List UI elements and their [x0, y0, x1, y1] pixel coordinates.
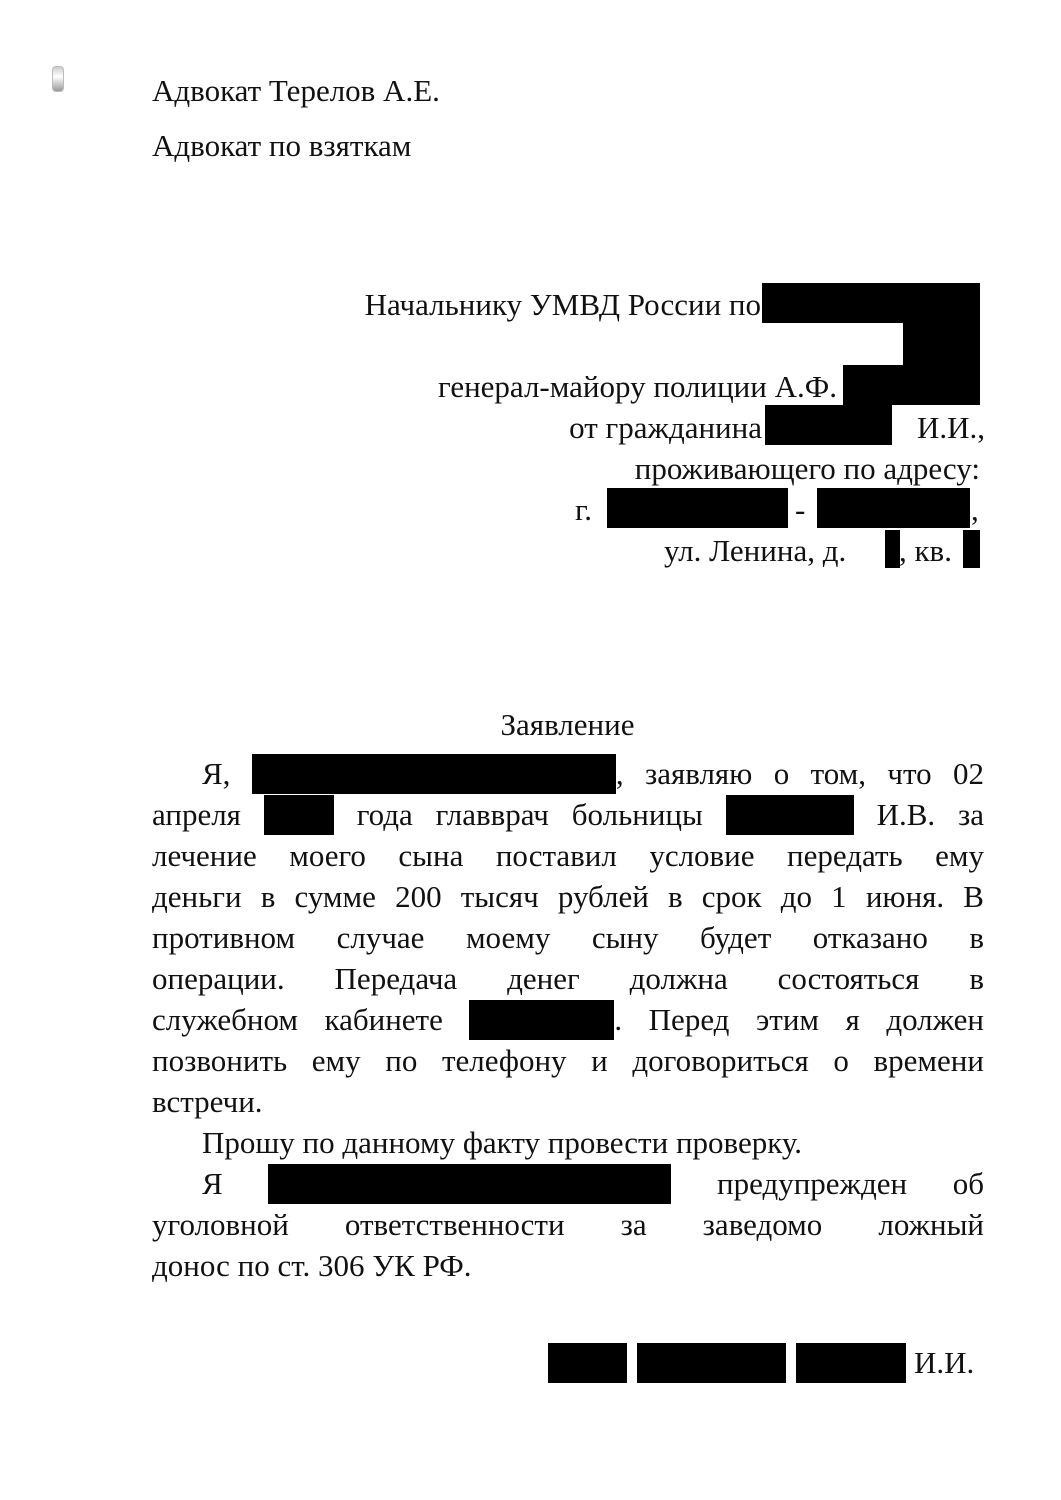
redaction: [548, 1343, 627, 1383]
redaction: [268, 1164, 671, 1204]
body-line: [152, 794, 984, 835]
body-line: уголовной ответственности за заведомо ложный: [152, 1207, 984, 1242]
body-line: донос по ст. 306 УК РФ.: [152, 1248, 472, 1283]
redaction: [963, 530, 980, 568]
body-line: противном случае моему сыну будет отказано в: [152, 920, 984, 955]
body-text: Я: [202, 1166, 223, 1201]
document-title: Заявление: [500, 707, 635, 742]
body-line: [202, 1163, 984, 1204]
addressee-to: Начальнику УМВД России по: [364, 287, 761, 322]
redaction: [885, 530, 900, 568]
redaction: [796, 1343, 906, 1383]
address-comma: ,: [971, 492, 979, 527]
body-line: лечение моего сына поставил условие передать ему: [152, 838, 984, 873]
redaction: [817, 488, 970, 528]
address-apt: , кв.: [899, 533, 952, 568]
addressee-rank: генерал-майору полиции А.Ф.: [438, 369, 837, 404]
body-line: встречи.: [152, 1084, 263, 1119]
redaction: [843, 365, 980, 405]
addressee-residing: проживающего по адресу:: [634, 451, 980, 486]
body-line: деньги в сумме 200 тысяч рублей в срок до 1 июня. В: [152, 879, 984, 914]
scan-mark-icon: [52, 66, 64, 92]
body-text: служебном кабинете: [152, 1002, 443, 1037]
header-lawyer-name: Адвокат Терелов А.Е.: [152, 73, 440, 108]
redaction: [607, 488, 788, 528]
address-street: ул. Ленина, д.: [664, 533, 847, 568]
body-line: [202, 753, 984, 794]
signature-initials: И.И.: [914, 1345, 975, 1380]
address-city-prefix: г.: [575, 492, 592, 527]
body-text: апреля: [152, 797, 241, 832]
body-text: Я,: [202, 756, 231, 791]
body-text: предупрежден об: [717, 1166, 985, 1201]
redaction: [762, 283, 980, 323]
body-text: года главврач больницы: [356, 797, 703, 832]
header-lawyer-specialty: Адвокат по взяткам: [152, 128, 412, 163]
redaction: [469, 1000, 614, 1040]
body-line: Прошу по данному факту провести проверку.: [202, 1125, 803, 1160]
address-dash: -: [795, 492, 806, 527]
redaction: [765, 405, 892, 445]
addressee-from-initials: И.И.,: [916, 410, 985, 445]
redaction: [252, 754, 616, 794]
body-text: . Перед этим я должен: [614, 1002, 985, 1037]
redaction: [903, 323, 980, 365]
body-line: операции. Передача денег должна состояться в: [152, 961, 984, 996]
body-text: , заявляю о том, что 02: [615, 756, 985, 791]
redaction: [637, 1343, 786, 1383]
body-line: позвонить ему по телефону и договориться о времени: [152, 1043, 984, 1078]
body-line: [152, 999, 984, 1040]
body-text: И.В. за: [876, 797, 985, 832]
addressee-from: от гражданина: [569, 410, 762, 445]
redaction: [264, 795, 334, 835]
redaction: [726, 795, 854, 835]
